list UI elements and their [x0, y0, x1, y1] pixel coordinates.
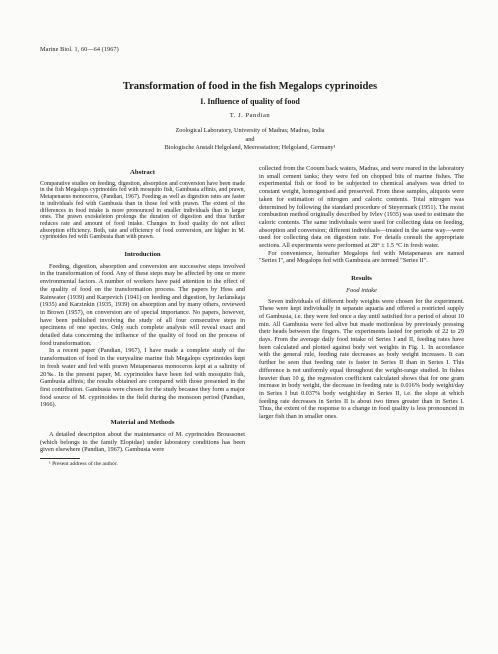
author-name: T. J. Pandian [229, 112, 271, 119]
methods-paragraph-2: For convenience, hereafter Megalops fed with Metapenaeus are named "Series I", and Megalops fed with Gambusia are termed "Series II". [259, 249, 464, 265]
introduction-heading: Introduction [124, 251, 161, 259]
methods-paragraph-continued: collected from the Cooum back waters, Madras, and were reared in the laboratory in small cement tanks; they were fed on chopped bits of marine fishes. The experimental fish or food to be subjected to chemical analyses was dried to constant weight, homogenised and preserved. From these samples, aliquots were taken for estimation of nitrogen and caloric contents. Total nitrogen was determined by following the standard procedure of Steyermark (1951). The moist combustion method originally described by Ivlev (1935) was used to estimate the caloric contents. The same individuals were used for collecting data on feeding, absorption and conversion; different individuals—treated in the same way—were used for collecting data on digestion rate. For details consult the appropriate sections. All experiments were performed at 28° ± 1.5 °C in fresh water. [259, 165, 464, 250]
methods-paragraph-1: A detailed description about the maintenance of M. cyprinoides Broussonet (which belongs to the family Elopidae) under laboratory conditions has been given elsewhere (Pandian, 1967). Gambusia were [40, 430, 245, 454]
affiliation-line-3: Biologische Anstalt Helgoland, Meeresstation; Helgoland, Germany¹ [164, 144, 336, 151]
left-column [40, 165, 245, 467]
food-intake-subheading: Food intake [346, 286, 377, 294]
introduction-paragraph-2: In a recent paper (Pandian, 1967), I have made a complete study of the transformation of food in the euryealine marine fish Megalops cyprinoides kept in fresh water and fed with prawn Metapenaeus monoceros kept at a salinity of 20‰. In the present paper, M. cyprinoides have been fed with mosquito fish, Gambusia affinis; the results obtained are compared with those presented in the first contribution. Gambusia were chosen for the study because they form a major food source of M. cyprinoides in the field during the monsoon period (Pandian, 1966). [40, 347, 245, 409]
abstract-heading: Abstract [130, 169, 155, 176]
paper-title: Transformation of food in the fish Megalops cyprinoides [122, 81, 378, 92]
methods-heading: Material and Methods [110, 419, 175, 427]
right-column [259, 165, 464, 421]
journal-citation: Marine Biol. 1, 60—64 (1967) [40, 46, 119, 53]
results-heading: Results [351, 275, 372, 283]
affiliation-line-2: and [245, 136, 255, 143]
paper-subtitle: I. Influence of quality of food [200, 97, 300, 106]
results-paragraph-1: Seven individuals of different body weights were chosen for the experiment. These were kept individually in separate aquaria and offered a restricted supply of Gambusia, i.e. they were fed once a day until satisfied for a period of about 10 min. All Gambusia were fed alive but made motionless by previously pressing their heads between the fingers. The experiments lasted for periods of 22 to 29 days. From the average daily food intake of Series I and II, feeding rates have been calculated and plotted against body wet weights in Fig. 1. In accordance with the general rule, feeding rate decreases as body weight increases. It can further be seen that feeding rate is faster in Series II than in Series I. This difference is not uniformly equal throughout the weight-range studied. In fishes heavier than 10 g, the regression coefficient calculated shows that for one gram increase in body weight, the decrease in feeding rate is 0.016% body weight/day in Series I but 0.037% body weight/day in Series II, i.e. the slope at which feeding rate decreases in Series II is about two times greater than in Series I. Thus, the extent of the response to a change in food quality is less pronounced in larger fish than in smaller ones. [259, 297, 464, 421]
footnote-rule [40, 458, 80, 459]
introduction-paragraph-1: Feeding, digestion, absorption and conversion are successive steps involved in the transformation of food. Any of these steps may be affected by one or more environmental factors. A number of workers have paid attention to the effect of the quality of food on the transformation process. The papers by Hess and Rainwater (1939) and Karpevich (1941) on feeding and digestion, by Jarlanskaja (1935) and Karzinkin (1935, 1939) on absorption and by many others, reviewed in Brown (1957), on conversion are of special importance. No papers, however, have been published involving the study of all four consecutive steps in specimens of one species. Only such complete analysis will reveal exact and detailed data concerning the influence of the quality of food on the process of food transformation. [40, 262, 245, 347]
abstract-text: Comparative studies on feeding, digestion, absorption and conversion have been made in the fish Megalops cyprinoides fed with mosquito fish, Gambusia affinis, and prawn, Metapenaeus monoceros, (Pandian, 1967). Feeding as well as digestion rates are faster in individuals fed with Gambusia than in those fed with prawn. The extent of the differences in food intake is more pronounced in smaller individuals than in larger ones. The prawn exoskeleton prolongs the duration of digestion and thus further reduces rate and amount of food intake. Changes in food quality do not affect absorption efficiency. Both, rate and efficiency of food conversion, are higher in M. cyprinoides fed with Gambusia than with prawn. [40, 180, 245, 241]
affiliation-line-1: Zoological Laboratory, University of Madras; Madras, India [175, 127, 325, 134]
footnote: ¹ Present address of the author. [49, 460, 118, 467]
